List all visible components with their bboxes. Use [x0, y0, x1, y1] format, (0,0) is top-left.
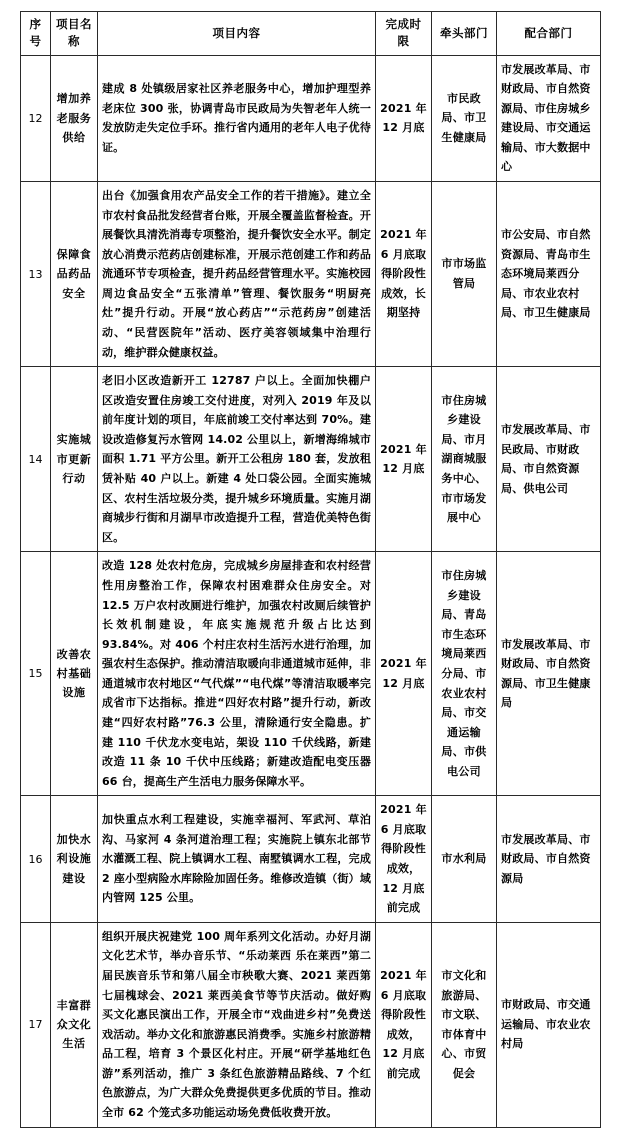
cell-deadline: 2021 年 6 月底取得阶段性成效，12 月底前完成	[376, 796, 432, 922]
cell-project-name: 增加养老服务供给	[51, 55, 98, 181]
cell-lead-department: 市文化和旅游局、市文联、市体育中心、市贸促会	[432, 922, 497, 1127]
cell-project-content: 改造 128 处农村危房，完成城乡房屋排查和农村经营性用房整治工作，保障农村困难群众住房安全。对 12.5 万户农村改厕进行维护，加强农村改厕后续管护长效机制建设，年底实施规范升级占比达到 93.84%。对 406 个村庄农村生活污水进行治理，加强农村生态保护。推动清洁取暖向非通道城市延伸，非通道城市农村地区“气代煤”“电代煤”等清洁取暖率完成省市下达指标。推进“四好农村路”提升行动，新改建“四好农村路”76.3 公里，清除通行安全隐患。扩建 110 千伏龙水变电站，架设 110 千伏线路，新建改造 11 条 10 千伏中压线路；新建改造配电变压器 66 台，提高生产生活电力服务保障水平。	[98, 552, 376, 796]
cell-deadline: 2021 年 12 月底	[376, 55, 432, 181]
cell-deadline: 2021 年 12 月底	[376, 552, 432, 796]
cell-cooperating-department: 市发展改革局、市财政局、市自然资源局、市住房城乡建设局、市交通运输局、市大数据中心	[497, 55, 601, 181]
table-row	[21, 55, 601, 181]
cell-deadline: 2021 年 6 月底取得阶段性成效，长期坚持	[376, 181, 432, 366]
cell-project-name: 加快水利设施建设	[51, 796, 98, 922]
cell-seq: 13	[21, 181, 51, 366]
table-header	[21, 12, 601, 56]
cell-lead-department: 市住房城乡建设局、青岛市生态环境局莱西分局、市农业农村局、市交通运输局、市供电公司	[432, 552, 497, 796]
cell-project-name: 实施城市更新行动	[51, 367, 98, 552]
cell-project-content: 老旧小区改造新开工 12787 户以上。全面加快棚户区改造安置住房竣工交付进度，对列入 2019 年及以前年度计划的项目，年底前竣工交付率达到 70%。建设改造修复污水管网 14.02 公里以上，新增海绵城市面积 1.71 平方公里。新开工公租房 180 套，发放租赁补贴 40 户以上。新建 4 处口袋公园。全面实施城区、农村生活垃圾分类，提升城乡环境质量。实施月湖商城步行街和月湖早市改造提升工程，营造优美特色街区。	[98, 367, 376, 552]
cell-lead-department: 市住房城乡建设局、市月湖商城服务中心、市市场发展中心	[432, 367, 497, 552]
cell-cooperating-department: 市发展改革局、市民政局、市财政局、市自然资源局、供电公司	[497, 367, 601, 552]
cell-project-name: 保障食品药品安全	[51, 181, 98, 366]
column-header-name: 项目名称	[51, 12, 98, 56]
column-header-time: 完成时限	[376, 12, 432, 56]
cell-lead-department: 市民政局、市卫生健康局	[432, 55, 497, 181]
table-row	[21, 367, 601, 552]
table-row	[21, 922, 601, 1127]
cell-deadline: 2021 年 6 月底取得阶段性成效，12 月底前完成	[376, 922, 432, 1127]
column-header-coop: 配合部门	[497, 12, 601, 56]
cell-cooperating-department: 市财政局、市交通运输局、市农业农村局	[497, 922, 601, 1127]
cell-project-name: 丰富群众文化生活	[51, 922, 98, 1127]
table-row	[21, 181, 601, 366]
cell-cooperating-department: 市发展改革局、市财政局、市自然资源局	[497, 796, 601, 922]
table-body	[21, 55, 601, 1127]
cell-deadline: 2021 年 12 月底	[376, 367, 432, 552]
table-row	[21, 796, 601, 922]
cell-seq: 16	[21, 796, 51, 922]
table-row	[21, 552, 601, 796]
cell-cooperating-department: 市发展改革局、市财政局、市自然资源局、市卫生健康局	[497, 552, 601, 796]
cell-seq: 17	[21, 922, 51, 1127]
cell-project-name: 改善农村基础设施	[51, 552, 98, 796]
cell-lead-department: 市水利局	[432, 796, 497, 922]
cell-seq: 15	[21, 552, 51, 796]
cell-project-content: 组织开展庆祝建党 100 周年系列文化活动。办好月湖文化艺术节，举办音乐节、“乐动莱西 乐在莱西”第二届民族音乐节和第八届全市秧歌大赛、2021 莱西第七届槐球会、2021 莱西美食节等节庆活动。做好购买文化惠民演出工作，开展全市“戏曲进乡村”免费送戏活动。举办文化和旅游惠民消费季。实施乡村旅游精品工程，培育 3 个景区化村庄。开展“研学基地红色游”系列活动，推广 3 条红色旅游精品路线、7 个红色旅游点，为广大群众免费提供更多优质的节目。推动全市 62 个笼式多功能运动场免费低收费开放。	[98, 922, 376, 1127]
cell-project-content: 出台《加强食用农产品安全工作的若干措施》。建立全市农村食品批发经营者台账，开展全覆盖监督检查。开展餐饮具清洗消毒专项整治，提升餐饮安全水平。制定放心消费示范药店创建标准，开展示范创建工作和药品流通环节专项检查，提升药品经营管理水平。实施校园周边食品安全“五张清单”管理、餐饮服务“明厨亮灶”提升行动。开展“放心药店”“示范药房”创建活动、“民营医院年”活动、医疗美容领域集中治理行动，维护群众健康权益。	[98, 181, 376, 366]
cell-seq: 12	[21, 55, 51, 181]
cell-project-content: 建成 8 处镇级居家社区养老服务中心，增加护理型养老床位 300 张，协调青岛市民政局为失智老年人统一发放防走失定位手环。推行省内通用的老年人电子优待证。	[98, 55, 376, 181]
cell-project-content: 加快重点水利工程建设，实施幸福河、军武河、草泊沟、马家河 4 条河道治理工程；实施院上镇东北部节水灌溉工程、院上镇调水工程、南墅镇调水工程，完成 2 座小型病险水库除险加固任务。维修改造镇（街）域内管网 125 公里。	[98, 796, 376, 922]
column-header-seq: 序号	[21, 12, 51, 56]
column-header-content: 项目内容	[98, 12, 376, 56]
cell-cooperating-department: 市公安局、市自然资源局、青岛市生态环境局莱西分局、市农业农村局、市卫生健康局	[497, 181, 601, 366]
cell-seq: 14	[21, 367, 51, 552]
cell-lead-department: 市市场监管局	[432, 181, 497, 366]
project-task-table	[20, 11, 601, 1128]
column-header-lead: 牵头部门	[432, 12, 497, 56]
table-header-row	[21, 12, 601, 56]
